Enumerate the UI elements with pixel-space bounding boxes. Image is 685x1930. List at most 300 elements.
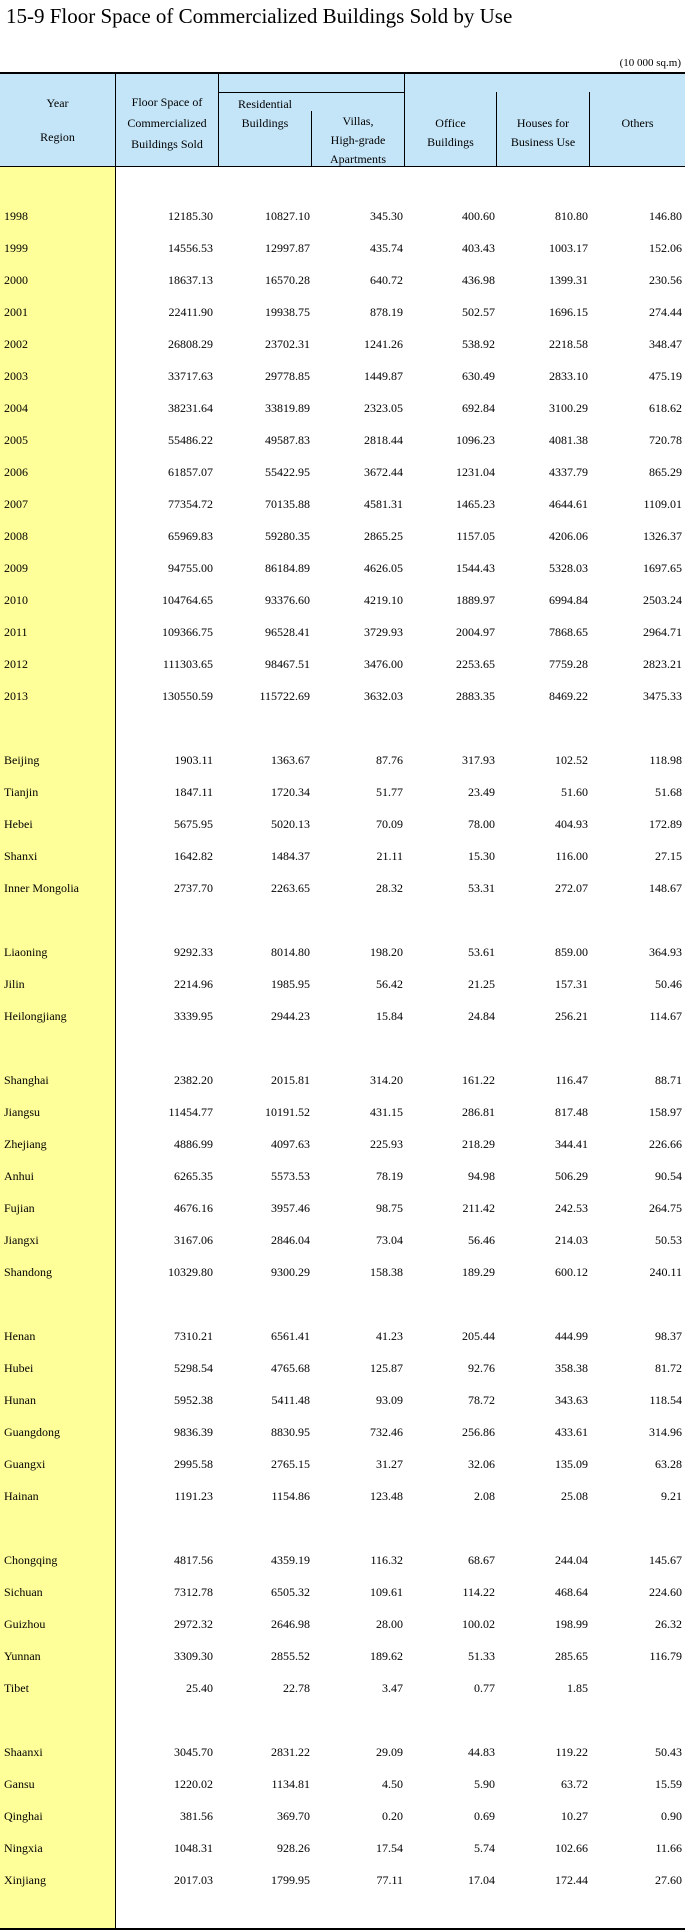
cell-residential: 4097.63 [271,1137,310,1151]
cell-others: 224.60 [649,1585,682,1599]
cell-floor-space: 1191.23 [174,1489,213,1503]
cell-residential: 1154.86 [271,1489,310,1503]
table-row [0,1161,685,1193]
cell-houses: 1399.31 [549,273,588,287]
cell-others: 314.96 [649,1425,682,1439]
table-row [0,1193,685,1225]
cell-office: 114.22 [462,1585,495,1599]
cell-office: 538.92 [462,337,495,351]
cell-villas: 3476.00 [364,657,403,671]
cell-houses: 810.80 [555,209,588,223]
cell-others: 2503.24 [643,593,682,607]
cell-others: 3475.33 [643,689,682,703]
table-row [0,681,685,713]
cell-houses: 600.12 [555,1265,588,1279]
row-label: Qinghai [4,1809,43,1823]
cell-villas: 31.27 [376,1457,403,1471]
cell-others: 0.90 [661,1809,682,1823]
cell-others: 146.80 [649,209,682,223]
table-row [0,873,685,905]
cell-floor-space: 3167.06 [174,1233,213,1247]
cell-floor-space: 111303.65 [162,657,213,671]
cell-others: 50.53 [655,1233,682,1247]
cell-others: 116.79 [649,1649,682,1663]
cell-villas: 70.09 [376,817,403,831]
cell-others: 158.97 [649,1105,682,1119]
cell-office: 1544.43 [456,561,495,575]
row-label: Guangdong [4,1425,60,1439]
table-row [0,1385,685,1417]
table-row [0,1225,685,1257]
cell-villas: 73.04 [376,1233,403,1247]
cell-residential: 2831.22 [271,1745,310,1759]
cell-others: 1109.01 [643,497,682,511]
cell-others: 11.66 [655,1841,682,1855]
row-label: Fujian [4,1201,35,1215]
cell-office: 2004.97 [456,625,495,639]
cell-houses: 404.93 [555,817,588,831]
table-row [0,393,685,425]
table-row [0,457,685,489]
cell-others: 9.21 [661,1489,682,1503]
cell-villas: 732.46 [370,1425,403,1439]
cell-floor-space: 381.56 [180,1809,213,1823]
row-label: Zhejiang [4,1137,47,1151]
cell-residential: 1985.95 [271,977,310,991]
row-label: 2002 [4,337,28,351]
cell-houses: 344.41 [555,1137,588,1151]
cell-office: 0.69 [474,1809,495,1823]
cell-residential: 98467.51 [265,657,310,671]
cell-residential: 16570.28 [265,273,310,287]
cell-residential: 5573.53 [271,1169,310,1183]
cell-others: 50.43 [655,1745,682,1759]
cell-office: 5.74 [474,1841,495,1855]
cell-residential: 3957.46 [271,1201,310,1215]
cell-others: 618.62 [649,401,682,415]
cell-floor-space: 33717.63 [168,369,213,383]
cell-houses: 198.99 [555,1617,588,1631]
cell-residential: 23702.31 [265,337,310,351]
cell-houses: 4206.06 [549,529,588,543]
cell-floor-space: 4886.99 [174,1137,213,1151]
cell-residential: 49587.83 [265,433,310,447]
cell-villas: 17.54 [376,1841,403,1855]
row-label: Shandong [4,1265,52,1279]
cell-houses: 25.08 [561,1489,588,1503]
cell-others: 1697.65 [643,561,682,575]
row-label: Xinjiang [4,1873,46,1887]
cell-residential: 1363.67 [271,753,310,767]
row-label: 2009 [4,561,28,575]
cell-floor-space: 1642.82 [174,849,213,863]
row-label: Jiangsu [4,1105,40,1119]
row-label: Hainan [4,1489,39,1503]
cell-office: 15.30 [468,849,495,863]
cell-office: 92.76 [468,1361,495,1375]
table-row [0,1865,685,1897]
cell-floor-space: 10329.80 [168,1265,213,1279]
cell-residential: 59280.35 [265,529,310,543]
cell-floor-space: 77354.72 [168,497,213,511]
table-row [0,1097,685,1129]
cell-houses: 506.29 [555,1169,588,1183]
table-row [0,841,685,873]
row-label: 2012 [4,657,28,671]
cell-floor-space: 5675.95 [174,817,213,831]
cell-floor-space: 94755.00 [168,561,213,575]
cell-floor-space: 7312.78 [174,1585,213,1599]
cell-others: 348.47 [649,337,682,351]
row-label: 1999 [4,241,28,255]
cell-houses: 242.53 [555,1201,588,1215]
table-row [0,585,685,617]
cell-residential: 4765.68 [271,1361,310,1375]
cell-residential: 928.26 [277,1841,310,1855]
table-row [0,1737,685,1769]
table-row [0,1321,685,1353]
cell-houses: 358.38 [555,1361,588,1375]
cell-office: 2883.35 [456,689,495,703]
cell-houses: 433.61 [555,1425,588,1439]
table-row [0,1609,685,1641]
cell-office: 1465.23 [456,497,495,511]
cell-houses: 116.00 [555,849,588,863]
cell-houses: 7759.28 [549,657,588,671]
row-label: 2010 [4,593,28,607]
residential-group-rule [218,92,404,93]
cell-office: 286.81 [462,1105,495,1119]
cell-others: 2823.21 [643,657,682,671]
row-label: Guizhou [4,1617,46,1631]
cell-others: 15.59 [655,1777,682,1791]
cell-villas: 28.00 [376,1617,403,1631]
cell-houses: 3100.29 [549,401,588,415]
cell-villas: 189.62 [370,1649,403,1663]
cell-office: 218.29 [462,1137,495,1151]
row-label: Anhui [4,1169,34,1183]
row-label: 2008 [4,529,28,543]
cell-houses: 244.04 [555,1553,588,1567]
table-row [0,1417,685,1449]
table-row [0,201,685,233]
cell-floor-space: 130550.59 [162,689,213,703]
cell-villas: 15.84 [376,1009,403,1023]
header-houses-1: Houses for [516,116,570,130]
header-houses-2: Business Use [510,135,576,149]
cell-villas: 3.47 [382,1681,403,1695]
cell-others: 865.29 [649,465,682,479]
cell-floor-space: 2972.32 [174,1617,213,1631]
cell-houses: 102.66 [555,1841,588,1855]
cell-houses: 7868.65 [549,625,588,639]
cell-residential: 5411.48 [271,1393,310,1407]
table-row [0,1449,685,1481]
row-label: Jiangxi [4,1233,39,1247]
cell-office: 317.93 [462,753,495,767]
cell-office: 2.08 [474,1489,495,1503]
unit-label: (10 000 sq.m) [619,57,681,69]
cell-villas: 1241.26 [364,337,403,351]
cell-others: 264.75 [649,1201,682,1215]
cell-others: 90.54 [655,1169,682,1183]
cell-residential: 33819.89 [265,401,310,415]
table-row [0,937,685,969]
row-label: 2003 [4,369,28,383]
table-row [0,1769,685,1801]
cell-houses: 10.27 [561,1809,588,1823]
cell-houses: 102.52 [555,753,588,767]
cell-residential: 29778.85 [265,369,310,383]
cell-floor-space: 55486.22 [168,433,213,447]
table-row [0,1801,685,1833]
cell-houses: 272.07 [555,881,588,895]
table-row [0,1065,685,1097]
table-row [0,1353,685,1385]
cell-office: 94.98 [468,1169,495,1183]
table-row [0,329,685,361]
cell-floor-space: 2995.58 [174,1457,213,1471]
cell-floor-space: 61857.07 [168,465,213,479]
header-floor-space-3: Buildings Sold [131,137,203,151]
cell-floor-space: 2382.20 [174,1073,213,1087]
cell-floor-space: 4817.56 [174,1553,213,1567]
cell-residential: 93376.60 [265,593,310,607]
row-label: 2000 [4,273,28,287]
table-row [0,361,685,393]
cell-residential: 2846.04 [271,1233,310,1247]
cell-office: 78.72 [468,1393,495,1407]
cell-residential: 2765.15 [271,1457,310,1471]
cell-residential: 96528.41 [265,625,310,639]
cell-floor-space: 1903.11 [174,753,213,767]
row-label: 2013 [4,689,28,703]
cell-houses: 859.00 [555,945,588,959]
cell-others: 226.66 [649,1137,682,1151]
cell-floor-space: 25.40 [186,1681,213,1695]
cell-villas: 2323.05 [364,401,403,415]
cell-villas: 3729.93 [364,625,403,639]
table-row [0,265,685,297]
cell-floor-space: 9292.33 [174,945,213,959]
cell-others: 63.28 [655,1457,682,1471]
row-label: Liaoning [4,945,48,959]
cell-villas: 3672.44 [364,465,403,479]
cell-houses: 444.99 [555,1329,588,1343]
cell-villas: 116.32 [370,1553,403,1567]
table-row [0,297,685,329]
table-row [0,1673,685,1705]
row-label: Yunnan [4,1649,41,1663]
cell-houses: 285.65 [555,1649,588,1663]
row-label: Heilongjiang [4,1009,67,1023]
table-row [0,649,685,681]
table-row [0,553,685,585]
cell-others: 2964.71 [643,625,682,639]
cell-residential: 2263.65 [271,881,310,895]
cell-houses: 63.72 [561,1777,588,1791]
cell-residential: 10191.52 [265,1105,310,1119]
cell-residential: 1720.34 [271,785,310,799]
cell-office: 51.33 [468,1649,495,1663]
cell-residential: 86184.89 [265,561,310,575]
cell-villas: 123.48 [370,1489,403,1503]
cell-villas: 0.20 [382,1809,403,1823]
cell-others: 27.15 [655,849,682,863]
cell-office: 21.25 [468,977,495,991]
cell-villas: 77.11 [376,1873,403,1887]
cell-floor-space: 7310.21 [174,1329,213,1343]
cell-office: 211.42 [462,1201,495,1215]
header-residential-1: Residential [238,97,292,111]
cell-villas: 109.61 [370,1585,403,1599]
cell-office: 78.00 [468,817,495,831]
cell-office: 1096.23 [456,433,495,447]
row-label: 2004 [4,401,28,415]
cell-villas: 41.23 [376,1329,403,1343]
cell-villas: 878.19 [370,305,403,319]
cell-residential: 8014.80 [271,945,310,959]
table-row [0,1129,685,1161]
cell-houses: 2833.10 [549,369,588,383]
cell-villas: 87.76 [376,753,403,767]
cell-villas: 431.15 [370,1105,403,1119]
cell-villas: 3632.03 [364,689,403,703]
cell-floor-space: 6265.35 [174,1169,213,1183]
cell-houses: 119.22 [555,1745,588,1759]
cell-office: 161.22 [462,1073,495,1087]
row-label: Tianjin [4,785,39,799]
row-label: Hunan [4,1393,36,1407]
cell-villas: 198.20 [370,945,403,959]
cell-floor-space: 2017.03 [174,1873,213,1887]
cell-residential: 1799.95 [271,1873,310,1887]
row-label: Hubei [4,1361,34,1375]
cell-villas: 1449.87 [364,369,403,383]
cell-others: 364.93 [649,945,682,959]
cell-residential: 9300.29 [271,1265,310,1279]
cell-residential: 19938.75 [265,305,310,319]
cell-houses: 135.09 [555,1457,588,1471]
cell-floor-space: 1048.31 [174,1841,213,1855]
cell-houses: 2218.58 [549,337,588,351]
cell-villas: 435.74 [370,241,403,255]
page-title: 15-9 Floor Space of Commercialized Buildings Sold by Use [6,4,513,28]
header-office-1: Office [435,116,466,130]
cell-floor-space: 1847.11 [174,785,213,799]
cell-residential: 22.78 [283,1681,310,1695]
table-row [0,233,685,265]
header-others: Others [621,116,654,130]
cell-floor-space: 1220.02 [174,1777,213,1791]
cell-office: 17.04 [468,1873,495,1887]
cell-villas: 2865.25 [364,529,403,543]
cell-others: 230.56 [649,273,682,287]
cell-villas: 314.20 [370,1073,403,1087]
cell-office: 400.60 [462,209,495,223]
cell-residential: 6505.32 [271,1585,310,1599]
cell-villas: 2818.44 [364,433,403,447]
cell-office: 56.46 [468,1233,495,1247]
cell-floor-space: 4676.16 [174,1201,213,1215]
cell-villas: 345.30 [370,209,403,223]
header-office-2: Buildings [427,135,474,149]
table-row [0,777,685,809]
cell-others: 50.46 [655,977,682,991]
cell-floor-space: 104764.65 [162,593,213,607]
cell-others: 27.60 [655,1873,682,1887]
cell-others: 98.37 [655,1329,682,1343]
cell-villas: 158.38 [370,1265,403,1279]
header-villas-3: Apartments [330,152,386,166]
row-label: Shanxi [4,849,38,863]
cell-villas: 78.19 [376,1169,403,1183]
header-residential-2: Buildings [241,116,289,130]
cell-houses: 1696.15 [549,305,588,319]
cell-houses: 1003.17 [549,241,588,255]
cell-residential: 2944.23 [271,1009,310,1023]
table-row [0,617,685,649]
cell-others: 274.44 [649,305,682,319]
cell-residential: 2646.98 [271,1617,310,1631]
cell-floor-space: 14556.53 [168,241,213,255]
cell-villas: 28.32 [376,881,403,895]
cell-residential: 70135.88 [265,497,310,511]
row-label: 2007 [4,497,28,511]
cell-houses: 5328.03 [549,561,588,575]
cell-office: 1889.97 [456,593,495,607]
header-villas-1: Villas, [342,114,374,128]
cell-office: 692.84 [462,401,495,415]
cell-residential: 1484.37 [271,849,310,863]
cell-office: 502.57 [462,305,495,319]
cell-floor-space: 65969.83 [168,529,213,543]
cell-villas: 21.11 [376,849,403,863]
cell-villas: 51.77 [376,785,403,799]
cell-residential: 8830.95 [271,1425,310,1439]
row-label: Shaanxi [4,1745,43,1759]
cell-office: 436.98 [462,273,495,287]
cell-villas: 225.93 [370,1137,403,1151]
cell-villas: 4219.10 [364,593,403,607]
header-year: Year [46,96,69,110]
cell-others: 1326.37 [643,529,682,543]
cell-residential: 5020.13 [271,817,310,831]
cell-office: 32.06 [468,1457,495,1471]
cell-floor-space: 3309.30 [174,1649,213,1663]
cell-others: 720.78 [649,433,682,447]
table-row [0,809,685,841]
table-row [0,521,685,553]
cell-residential: 4359.19 [271,1553,310,1567]
table-row [0,1481,685,1513]
cell-office: 205.44 [462,1329,495,1343]
header-floor-space-2: Commercialized [127,116,207,130]
table-row [0,1833,685,1865]
cell-office: 53.31 [468,881,495,895]
cell-others: 145.67 [649,1553,682,1567]
cell-floor-space: 3045.70 [174,1745,213,1759]
cell-residential: 55422.95 [265,465,310,479]
row-label: Tibet [4,1681,29,1695]
table-row [0,1641,685,1673]
cell-houses: 1.85 [567,1681,588,1695]
cell-houses: 817.48 [555,1105,588,1119]
cell-floor-space: 109366.75 [162,625,213,639]
row-label: Ningxia [4,1841,43,1855]
cell-houses: 51.60 [561,785,588,799]
cell-others: 26.32 [655,1617,682,1631]
